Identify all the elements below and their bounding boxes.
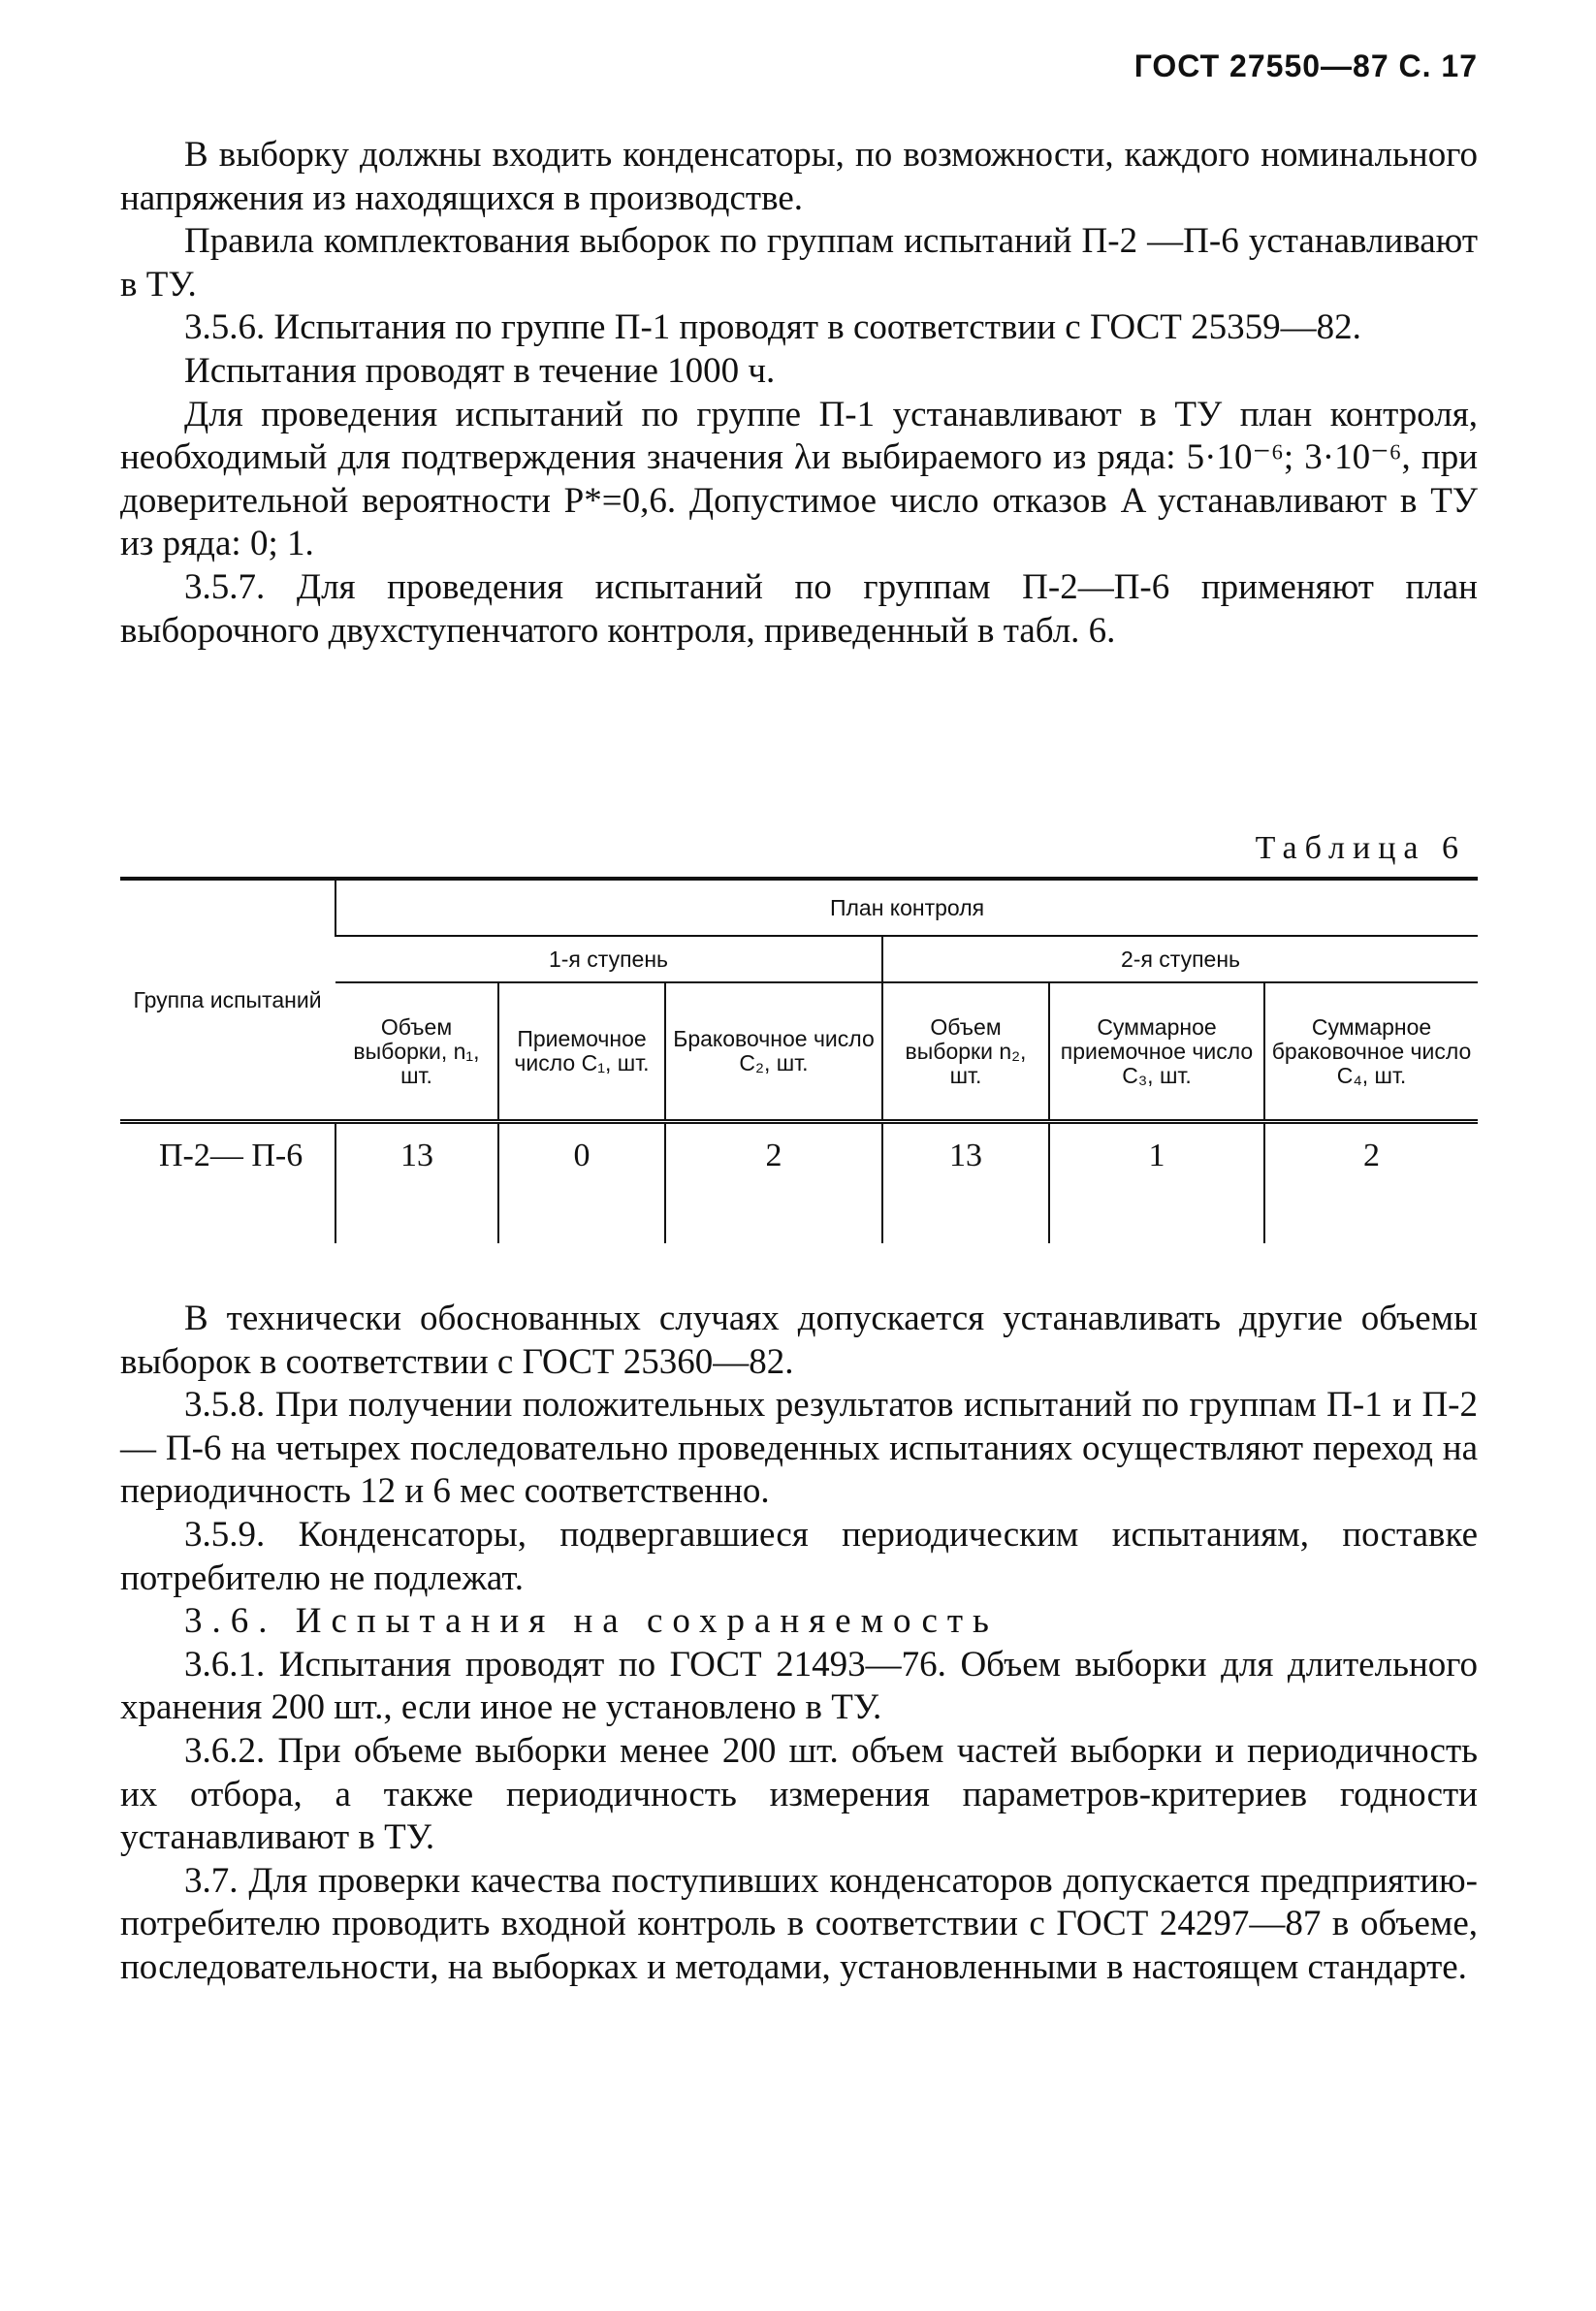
paragraph: Правила комплектования выборок по группам испытаний П-2 —П-6 устанавливают в ТУ. xyxy=(120,221,1478,305)
table-cell: 2 xyxy=(1264,1122,1478,1244)
paragraph: 3.6.2. При объеме выборки менее 200 шт. объем частей выборки и периодичность их отбора, а также периодичность измерения параметров-критериев годности устанавливают в ТУ. xyxy=(120,1730,1478,1858)
table-caption: Таблица 6 xyxy=(1255,830,1466,866)
body-text-bottom xyxy=(120,1298,1478,1990)
table-cell: 1 xyxy=(1049,1122,1264,1244)
paragraph: В технически обоснованных случаях допускается устанавливать другие объемы выборок в соответствии с ГОСТ 25360—82. xyxy=(120,1299,1478,1382)
paragraph: 3.5.7. Для проведения испытаний по группам П-2—П-6 применяют план выборочного двухступенчатого контроля, приведенный в табл. 6. xyxy=(120,566,1478,651)
page-header: ГОСТ 27550—87 С. 17 xyxy=(1133,48,1478,83)
paragraph: Испытания проводят в течение 1000 ч. xyxy=(184,350,776,391)
column-header: Объем выборки n₂, шт. xyxy=(882,982,1049,1122)
paragraph: 3.5.6. Испытания по группе П-1 проводят в соответствии с ГОСТ 25359—82. xyxy=(184,307,1361,348)
paragraph: 3.5.8. При получении положительных результатов испытаний по группам П-1 и П-2 — П-6 на четырех последовательно проведенных испытаниях осуществляют переход на периодичность 12 и 6 мес соответственно. xyxy=(120,1385,1478,1512)
paragraph: Для проведения испытаний по группе П-1 устанавливают в ТУ план контроля, необходимый для подтверждения значения λи выбираемого из ряда: 5·10⁻⁶; 3·10⁻⁶, при доверительной вероятности P*=0,6. Допустимое число отказов A устанавливают в ТУ из ряда: 0; 1. xyxy=(120,394,1478,564)
plan-header: План контроля xyxy=(335,879,1478,936)
table-6 xyxy=(120,877,1478,1243)
column-header: Браковочное число C₂, шт. xyxy=(665,982,882,1122)
column-header: Объем выборки, n₁, шт. xyxy=(353,1013,480,1088)
paragraph: 3.7. Для проверки качества поступивших конденсаторов допускается предприятию-потребителю проводить входной контроль в соответствии с ГОСТ 24297—87 в объеме, последовательности, на выборках и методами, установленными в настоящем стандарте. xyxy=(120,1860,1478,1987)
column-header: Суммарное браковочное число C₄, шт. xyxy=(1264,982,1478,1122)
table-cell: 13 xyxy=(882,1122,1049,1244)
paragraph: 3.5.9. Конденсаторы, подвергавшиеся периодическим испытаниям, поставке потребителю не подлежат. xyxy=(120,1514,1478,1598)
stage2-header: 2-я ступень xyxy=(882,936,1478,982)
body-text-top xyxy=(120,134,1478,653)
stage1-header: 1-я ступень xyxy=(335,936,882,982)
paragraph: 3.6.1. Испытания проводят по ГОСТ 21493—76. Объем выборки для длительного хранения 200 шт., если иное не установлено в ТУ. xyxy=(120,1644,1478,1728)
table-cell: 0 xyxy=(498,1122,665,1244)
column-header: Суммарное приемочное число C₃, шт. xyxy=(1049,982,1264,1122)
paragraph: В выборку должны входить конденсаторы, по возможности, каждого номинального напряжения из находящихся в производстве. xyxy=(120,135,1478,218)
table-cell: 13 xyxy=(335,1122,498,1244)
table-row xyxy=(120,1122,1478,1244)
column-header: Приемочное число C₁, шт. xyxy=(498,982,665,1122)
group-cell: П-2— П-6 xyxy=(159,1138,303,1173)
group-header: Группа испытаний xyxy=(120,879,335,1122)
control-plan-table xyxy=(120,877,1478,1243)
table-cell: 2 xyxy=(665,1122,882,1244)
section-heading: 3.6. Испытания на сохраняемость xyxy=(184,1601,999,1642)
